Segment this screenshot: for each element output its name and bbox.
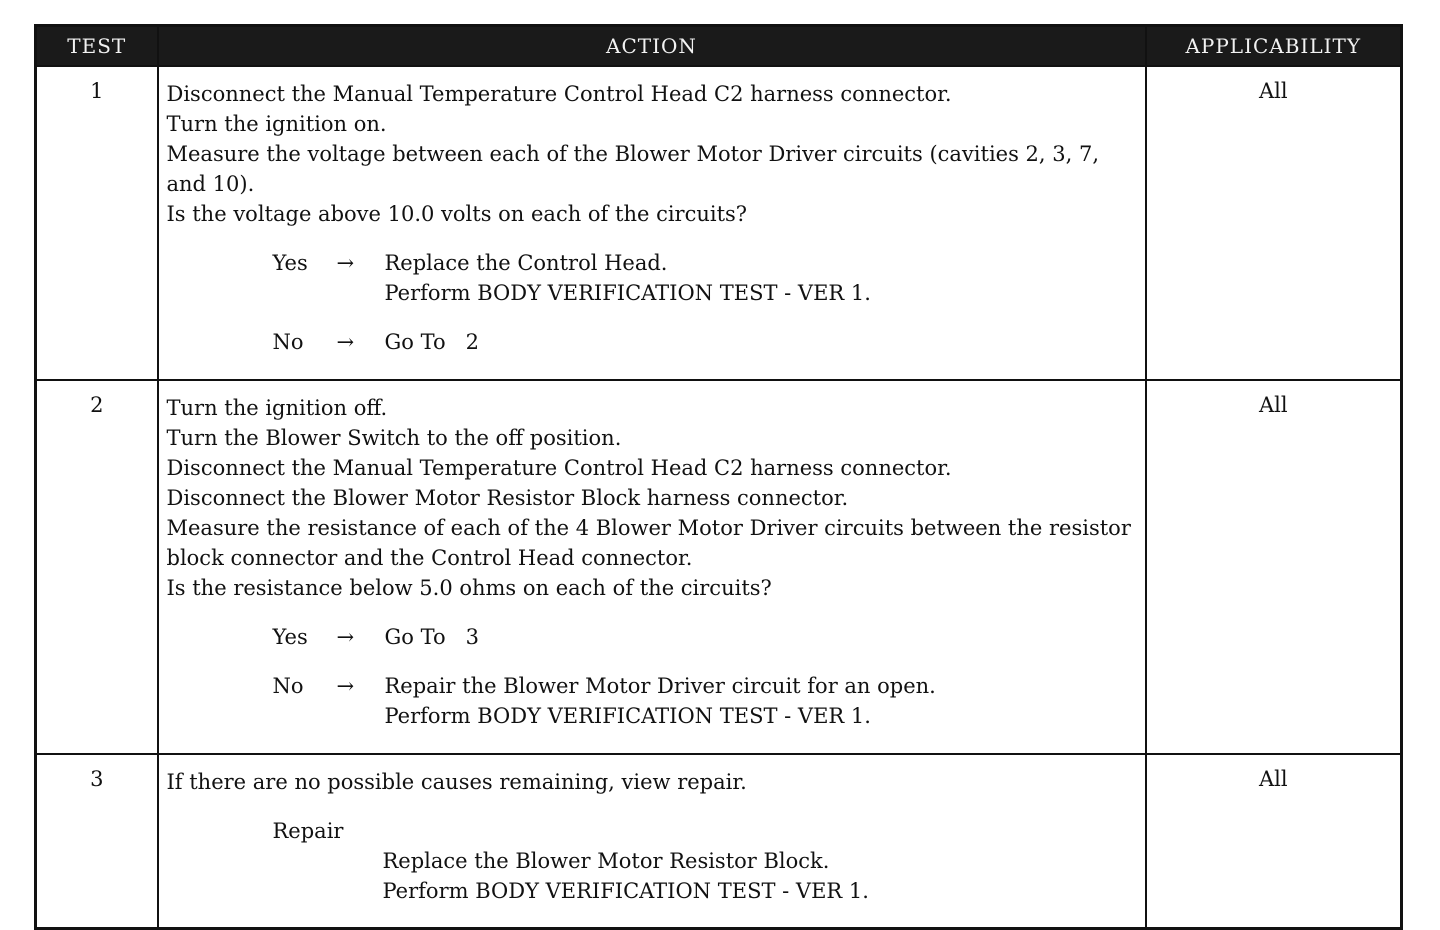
- yes-step: Replace the Control Head.: [384, 251, 668, 275]
- yes-label: Yes: [272, 625, 308, 649]
- action-cell: [158, 380, 1146, 754]
- action-cell: [158, 754, 1146, 929]
- no-step: Perform BODY VERIFICATION TEST - VER 1.: [384, 704, 871, 728]
- repair-step: Replace the Blower Motor Resistor Block.: [382, 849, 830, 873]
- applicability-cell: All: [1146, 754, 1402, 929]
- action-step: Disconnect the Manual Temperature Control Head C2 harness connector.: [166, 82, 952, 106]
- action-step: Turn the ignition on.: [166, 112, 387, 136]
- applicability-cell: All: [1146, 380, 1402, 754]
- diagnostic-test-sheet: [34, 24, 1400, 903]
- arrow-icon: →: [336, 674, 355, 698]
- no-label: No: [272, 674, 304, 698]
- action-step: Measure the resistance of each of the 4 Blower Motor Driver circuits between the resistor block connector and the Control Head connector.: [166, 516, 1131, 570]
- yes-result: [273, 622, 1139, 652]
- action-step: If there are no possible causes remaining, view repair.: [166, 770, 747, 794]
- action-step: Measure the voltage between each of the Blower Motor Driver circuits (cavities 2, 3, 7, and 10).: [166, 142, 1100, 196]
- action-step: Disconnect the Manual Temperature Control Head C2 harness connector.: [166, 456, 952, 480]
- action-question: Is the voltage above 10.0 volts on each of the circuits?: [166, 202, 748, 226]
- action-step: Turn the Blower Switch to the off position.: [166, 426, 622, 450]
- action-cell: [158, 66, 1146, 380]
- no-step: Go To 2: [384, 330, 479, 354]
- arrow-icon: →: [336, 330, 355, 354]
- repair-label: Repair: [272, 819, 344, 843]
- no-result: [273, 327, 1139, 357]
- table-header-row: [36, 26, 1402, 67]
- yes-label: Yes: [272, 251, 308, 275]
- yes-step: Go To 3: [384, 625, 479, 649]
- repair-result: [273, 816, 1139, 906]
- yes-step: Perform BODY VERIFICATION TEST - VER 1.: [384, 281, 871, 305]
- action-step: Turn the ignition off.: [166, 396, 388, 420]
- arrow-icon: →: [336, 625, 355, 649]
- arrow-icon: →: [336, 251, 355, 275]
- test-number: 3: [36, 754, 158, 929]
- no-result: [273, 671, 1139, 731]
- diagnostic-test-table: [34, 24, 1403, 930]
- table-row: [36, 754, 1402, 929]
- action-question: Is the resistance below 5.0 ohms on each of the circuits?: [166, 576, 772, 600]
- test-number: 1: [36, 66, 158, 380]
- header-action: ACTION: [158, 26, 1146, 67]
- test-number: 2: [36, 380, 158, 754]
- yes-result: [273, 248, 1139, 308]
- header-applicability: APPLICABILITY: [1146, 26, 1402, 67]
- applicability-cell: All: [1146, 66, 1402, 380]
- action-step: Disconnect the Blower Motor Resistor Block harness connector.: [166, 486, 849, 510]
- repair-step: Perform BODY VERIFICATION TEST - VER 1.: [382, 879, 869, 903]
- header-test: TEST: [36, 26, 158, 67]
- no-step: Repair the Blower Motor Driver circuit for an open.: [384, 674, 936, 698]
- table-row: [36, 380, 1402, 754]
- no-label: No: [272, 330, 304, 354]
- table-row: [36, 66, 1402, 380]
